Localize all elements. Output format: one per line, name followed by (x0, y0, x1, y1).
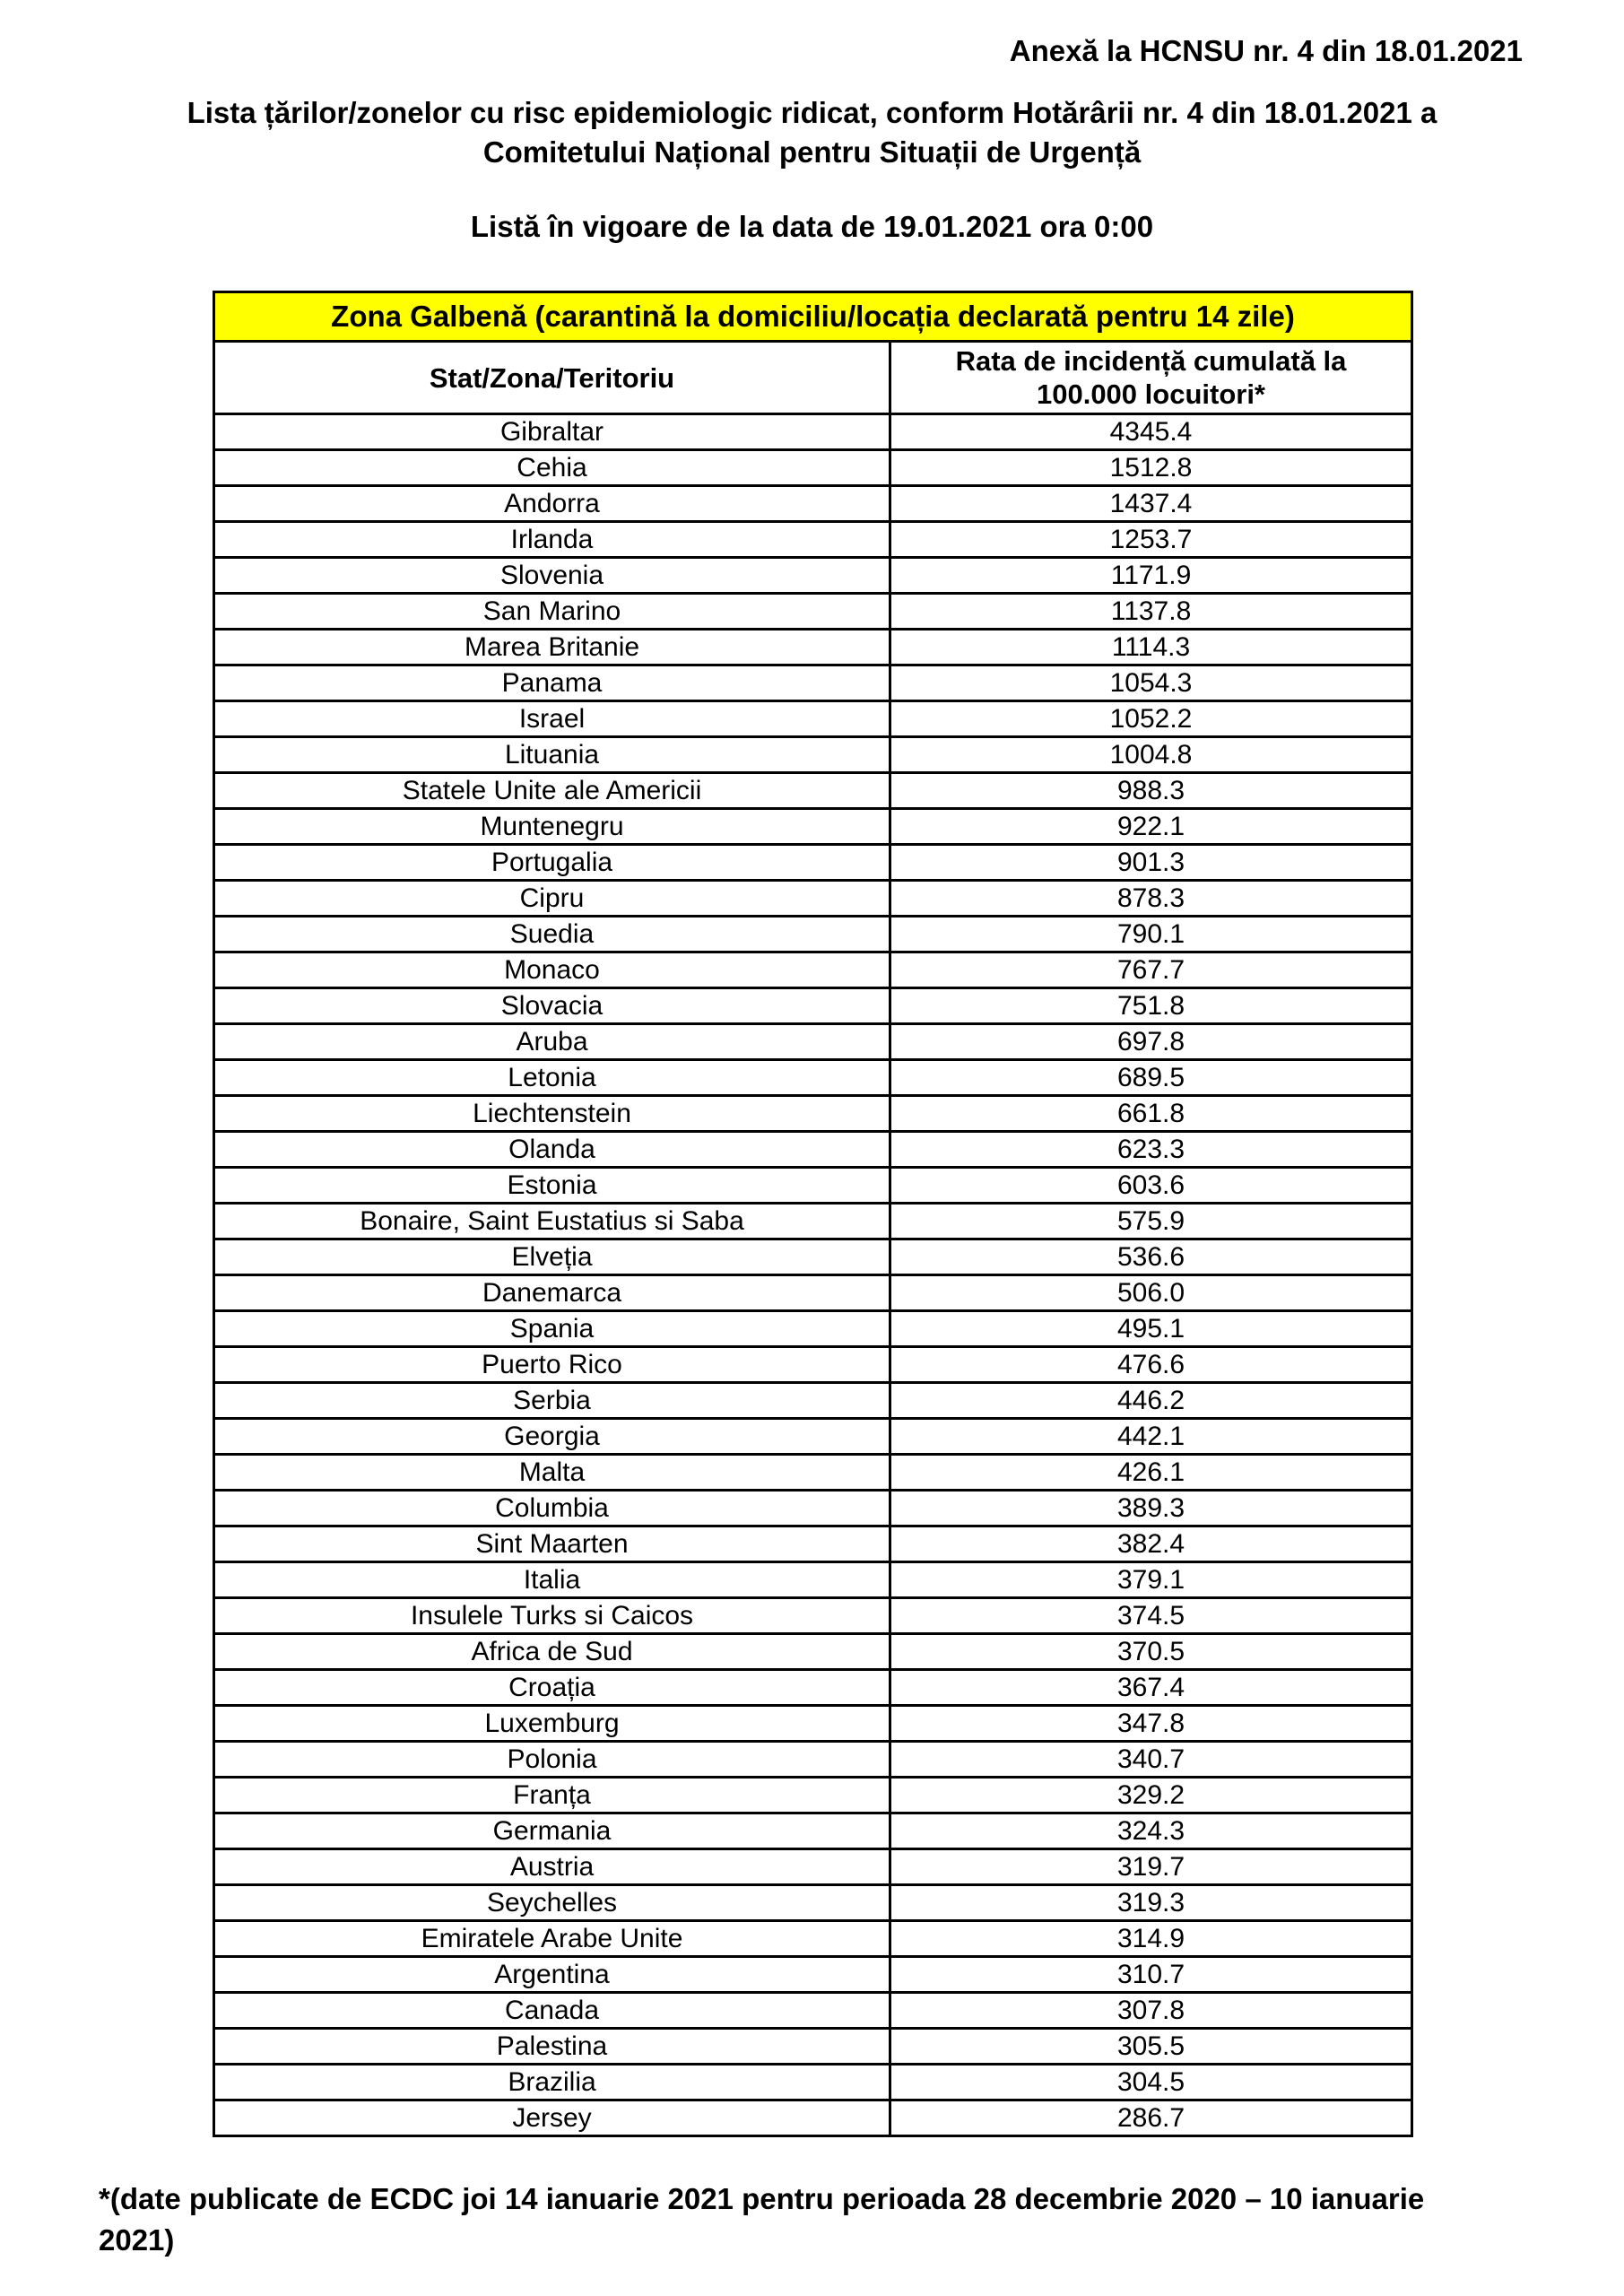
table-row (214, 1455, 1412, 1491)
rate-cell: 506.0 (890, 1275, 1412, 1311)
country-cell: Muntenegru (214, 809, 890, 845)
table-row (214, 1168, 1412, 1204)
rate-cell: 1004.8 (890, 737, 1412, 773)
title-line-1: Lista țărilor/zonelor cu risc epidemiologic ridicat, conform Hotărârii nr. 4 din 18.01.2021 a (187, 96, 1437, 129)
country-cell: Germania (214, 1813, 890, 1849)
rate-cell: 329.2 (890, 1778, 1412, 1813)
rate-cell: 1512.8 (890, 450, 1412, 486)
table-row (214, 1204, 1412, 1239)
table-row (214, 558, 1412, 594)
country-cell: Seychelles (214, 1885, 890, 1921)
rate-cell: 1052.2 (890, 701, 1412, 737)
country-cell: Georgia (214, 1419, 890, 1455)
column-header-row (214, 342, 1412, 414)
rate-cell: 623.3 (890, 1132, 1412, 1168)
table-row (214, 1634, 1412, 1670)
rate-cell: 575.9 (890, 1204, 1412, 1239)
zone-header-row (214, 292, 1412, 342)
country-cell: Gibraltar (214, 414, 890, 450)
table-row (214, 665, 1412, 701)
table-row (214, 1311, 1412, 1347)
country-cell: Emiratele Arabe Unite (214, 1921, 890, 1957)
rate-cell: 319.3 (890, 1885, 1412, 1921)
table-row (214, 1024, 1412, 1060)
country-cell: Olanda (214, 1132, 890, 1168)
country-cell: Franța (214, 1778, 890, 1813)
country-cell: Irlanda (214, 522, 890, 558)
risk-table (213, 291, 1413, 2137)
rate-cell: 305.5 (890, 2029, 1412, 2065)
rate-cell: 426.1 (890, 1455, 1412, 1491)
country-cell: Slovacia (214, 988, 890, 1024)
country-cell: Cehia (214, 450, 890, 486)
rate-cell: 286.7 (890, 2100, 1412, 2136)
rate-cell: 367.4 (890, 1670, 1412, 1706)
country-cell: Lituania (214, 737, 890, 773)
rate-cell: 314.9 (890, 1921, 1412, 1957)
table-row (214, 1491, 1412, 1526)
annex-line: Anexă la HCNSU nr. 4 din 18.01.2021 (1009, 34, 1523, 67)
rate-cell: 389.3 (890, 1491, 1412, 1526)
country-cell: Bonaire, Saint Eustatius si Saba (214, 1204, 890, 1239)
country-cell: Estonia (214, 1168, 890, 1204)
country-cell: Danemarca (214, 1275, 890, 1311)
country-cell: Suedia (214, 917, 890, 952)
rate-cell: 988.3 (890, 773, 1412, 809)
country-cell: Palestina (214, 2029, 890, 2065)
table-row (214, 1813, 1412, 1849)
zone-header-cell: Zona Galbenă (carantină la domiciliu/locația declarată pentru 14 zile) (214, 292, 1412, 342)
table-row (214, 1347, 1412, 1383)
table-row (214, 845, 1412, 881)
rate-cell: 661.8 (890, 1096, 1412, 1132)
table-row (214, 988, 1412, 1024)
rate-cell: 1437.4 (890, 486, 1412, 522)
table-row (214, 881, 1412, 917)
table-row (214, 773, 1412, 809)
rate-cell: 536.6 (890, 1239, 1412, 1275)
rate-cell: 1137.8 (890, 594, 1412, 630)
country-cell: Israel (214, 701, 890, 737)
table-row (214, 414, 1412, 450)
rate-cell: 307.8 (890, 1993, 1412, 2029)
country-cell: Austria (214, 1849, 890, 1885)
table-row (214, 1132, 1412, 1168)
country-cell: Slovenia (214, 558, 890, 594)
rate-cell: 697.8 (890, 1024, 1412, 1060)
country-cell: Argentina (214, 1957, 890, 1993)
rate-cell: 1114.3 (890, 630, 1412, 665)
country-cell: Columbia (214, 1491, 890, 1526)
country-cell: Portugalia (214, 845, 890, 881)
title-line-2: Comitetului Național pentru Situații de Urgență (482, 135, 1142, 169)
table-row (214, 1957, 1412, 1993)
country-cell: Panama (214, 665, 890, 701)
rate-cell: 304.5 (890, 2065, 1412, 2100)
country-cell: Monaco (214, 952, 890, 988)
country-cell: Spania (214, 1311, 890, 1347)
country-cell: San Marino (214, 594, 890, 630)
document-title (0, 93, 1624, 172)
rate-cell: 751.8 (890, 988, 1412, 1024)
rate-cell: 922.1 (890, 809, 1412, 845)
table-row (214, 1562, 1412, 1598)
table-row (214, 1742, 1412, 1778)
table-row (214, 450, 1412, 486)
column-header-rate: Rata de incidență cumulată la 100.000 locuitori* (890, 342, 1412, 414)
table-row (214, 1383, 1412, 1419)
table-row (214, 2029, 1412, 2065)
table-row (214, 1598, 1412, 1634)
rate-cell: 1171.9 (890, 558, 1412, 594)
rate-cell: 901.3 (890, 845, 1412, 881)
country-cell: Liechtenstein (214, 1096, 890, 1132)
rate-cell: 340.7 (890, 1742, 1412, 1778)
country-cell: Croația (214, 1670, 890, 1706)
table-row (214, 1993, 1412, 2029)
country-cell: Statele Unite ale Americii (214, 773, 890, 809)
table-body (214, 414, 1412, 2136)
rate-cell: 319.7 (890, 1849, 1412, 1885)
rate-cell: 476.6 (890, 1347, 1412, 1383)
country-cell: Cipru (214, 881, 890, 917)
rate-cell: 370.5 (890, 1634, 1412, 1670)
table-row (214, 737, 1412, 773)
country-cell: Letonia (214, 1060, 890, 1096)
table-row (214, 1706, 1412, 1742)
table-row (214, 1096, 1412, 1132)
table-row (214, 1849, 1412, 1885)
effective-date-line: Listă în vigoare de la data de 19.01.2021 ora 0:00 (470, 210, 1154, 243)
table-row (214, 1419, 1412, 1455)
table-row (214, 1921, 1412, 1957)
table-row (214, 917, 1412, 952)
country-cell: Aruba (214, 1024, 890, 1060)
table-row (214, 522, 1412, 558)
table-row (214, 1275, 1412, 1311)
table-row (214, 1670, 1412, 1706)
table-row (214, 2065, 1412, 2100)
rate-cell: 379.1 (890, 1562, 1412, 1598)
country-cell: Marea Britanie (214, 630, 890, 665)
table-row (214, 809, 1412, 845)
country-cell: Sint Maarten (214, 1526, 890, 1562)
table-row (214, 1060, 1412, 1096)
table-row (214, 1526, 1412, 1562)
rate-cell: 324.3 (890, 1813, 1412, 1849)
country-cell: Puerto Rico (214, 1347, 890, 1383)
country-cell: Insulele Turks si Caicos (214, 1598, 890, 1634)
table-row (214, 1778, 1412, 1813)
table-row (214, 2100, 1412, 2136)
country-cell: Andorra (214, 486, 890, 522)
rate-cell: 442.1 (890, 1419, 1412, 1455)
rate-cell: 878.3 (890, 881, 1412, 917)
rate-cell: 767.7 (890, 952, 1412, 988)
country-cell: Brazilia (214, 2065, 890, 2100)
rate-cell: 382.4 (890, 1526, 1412, 1562)
rate-cell: 1253.7 (890, 522, 1412, 558)
country-cell: Polonia (214, 1742, 890, 1778)
country-cell: Africa de Sud (214, 1634, 890, 1670)
rate-cell: 347.8 (890, 1706, 1412, 1742)
table-row (214, 701, 1412, 737)
table-row (214, 486, 1412, 522)
rate-cell: 446.2 (890, 1383, 1412, 1419)
rate-cell: 603.6 (890, 1168, 1412, 1204)
rate-cell: 1054.3 (890, 665, 1412, 701)
rate-cell: 495.1 (890, 1311, 1412, 1347)
rate-cell: 689.5 (890, 1060, 1412, 1096)
country-cell: Jersey (214, 2100, 890, 2136)
country-cell: Elveția (214, 1239, 890, 1275)
table-row (214, 952, 1412, 988)
table-row (214, 594, 1412, 630)
country-cell: Canada (214, 1993, 890, 2029)
rate-cell: 310.7 (890, 1957, 1412, 1993)
country-cell: Italia (214, 1562, 890, 1598)
rate-cell: 790.1 (890, 917, 1412, 952)
table-row (214, 1885, 1412, 1921)
column-header-state: Stat/Zona/Teritoriu (214, 342, 890, 414)
country-cell: Luxemburg (214, 1706, 890, 1742)
table-row (214, 1239, 1412, 1275)
table-row (214, 630, 1412, 665)
rate-cell: 4345.4 (890, 414, 1412, 450)
rate-cell: 374.5 (890, 1598, 1412, 1634)
country-cell: Serbia (214, 1383, 890, 1419)
footnote: *(date publicate de ECDC joi 14 ianuarie 2021 pentru perioada 28 decembrie 2020 – 10 ianuarie 2021) (99, 2182, 1425, 2257)
country-cell: Malta (214, 1455, 890, 1491)
